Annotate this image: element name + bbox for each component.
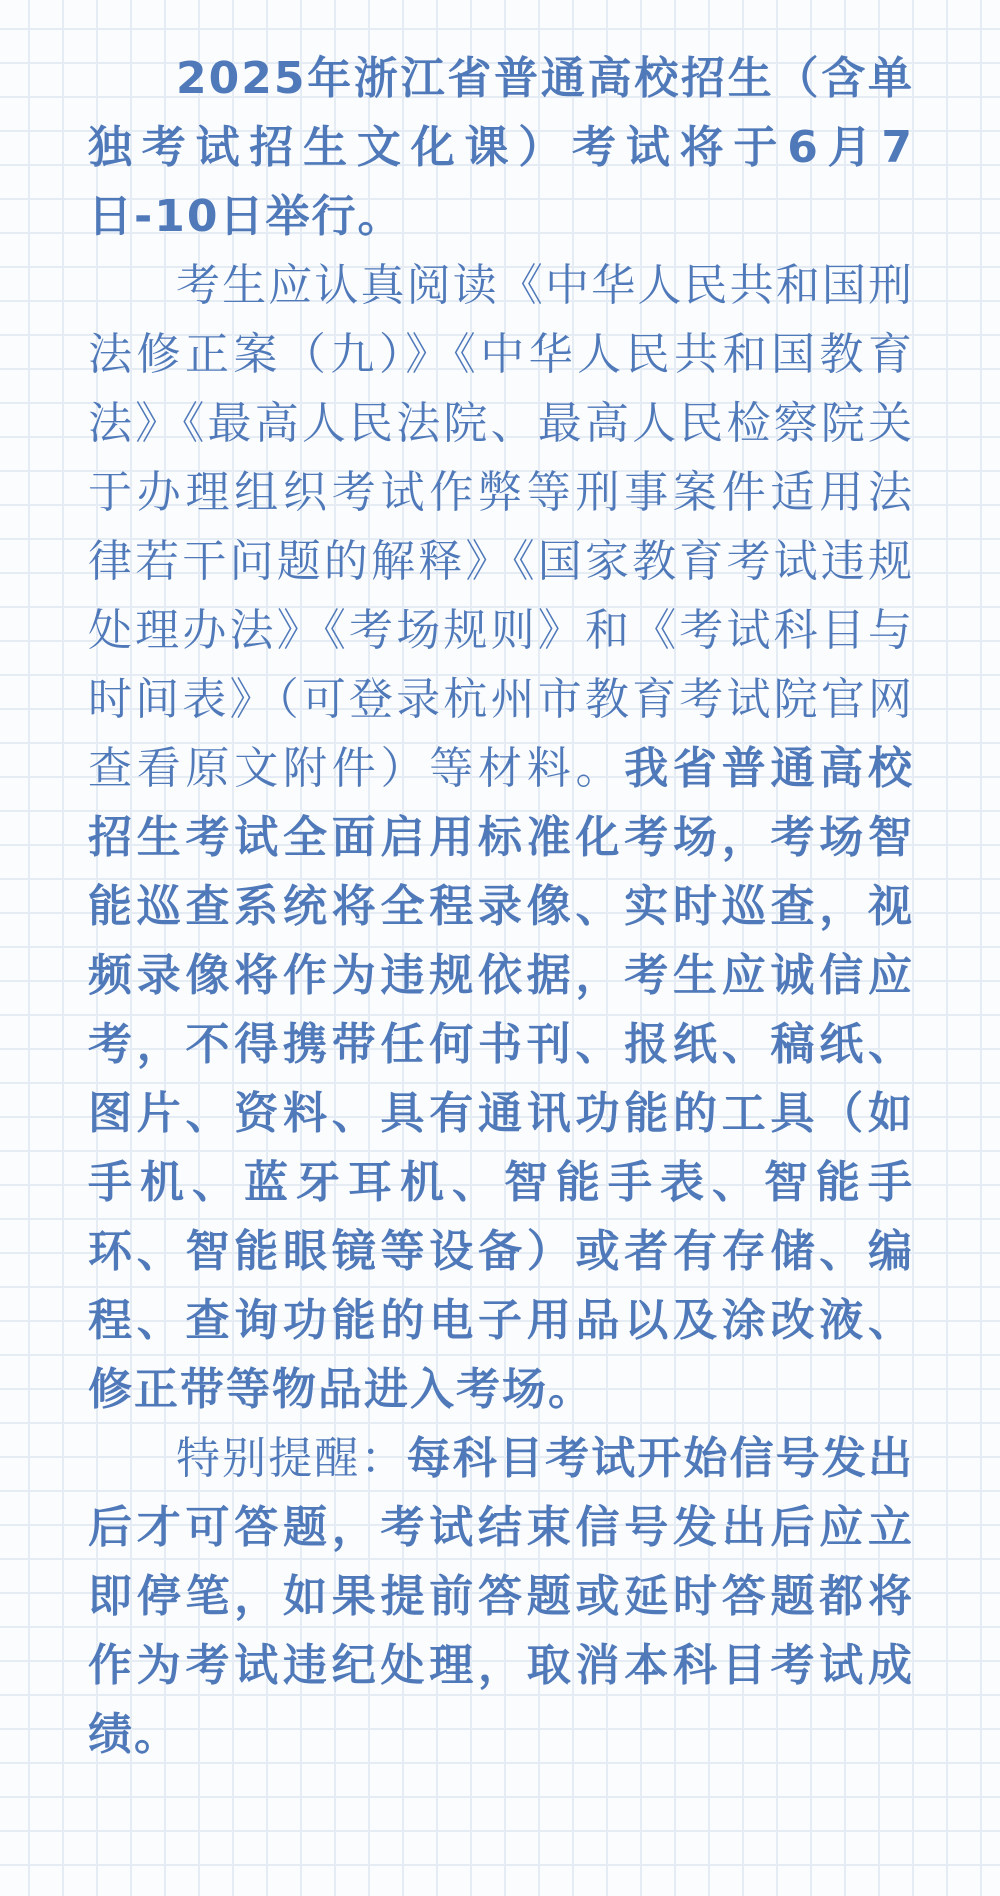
standardized-exam-room-text: 我省普通高校招生考试全面启用标准化考场，考场智能巡查系统将全程录像、实时巡查，视频录像将作为违规依据，考生应诚信应考，不得携带任何书刊、报纸、稿纸、图片、资料、具有通讯功能的工具（如手机、蓝牙耳机、智能手表、智能手环、智能眼镜等设备）或者有存储、编程、查询功能的电子用品以及涂改液、修正带等物品进入考场。: [88, 743, 914, 1415]
special-reminder-text: 每科目考试开始信号发出后才可答题，考试结束信号发出后应立即停笔，如果提前答题或延时答题都将作为考试违纪处理，取消本科目考试成绩。: [88, 1433, 915, 1760]
paragraph-regulations: [88, 251, 914, 1424]
special-reminder-label: 特别提醒：: [176, 1433, 407, 1484]
regulations-reading-text: 考生应认真阅读《中华人民共和国刑法修正案（九）》《中华人民共和国教育法》《最高人民法院、最高人民检察院关于办理组织考试作弊等刑事案件适用法律若干问题的解释》《国家教育考试违规处理办法》《考场规则》和《考试科目与时间表》（可登录杭州市教育考试院官网查看原文附件）等材料。: [88, 260, 914, 794]
exam-dates-text: 2025年浙江省普通高校招生（含单独考试招生文化课）考试将于6月7日-10日举行。: [88, 53, 914, 242]
paragraph-exam-dates: [88, 44, 914, 251]
paragraph-special-reminder: [88, 1424, 914, 1769]
notice-content: [88, 44, 914, 1769]
